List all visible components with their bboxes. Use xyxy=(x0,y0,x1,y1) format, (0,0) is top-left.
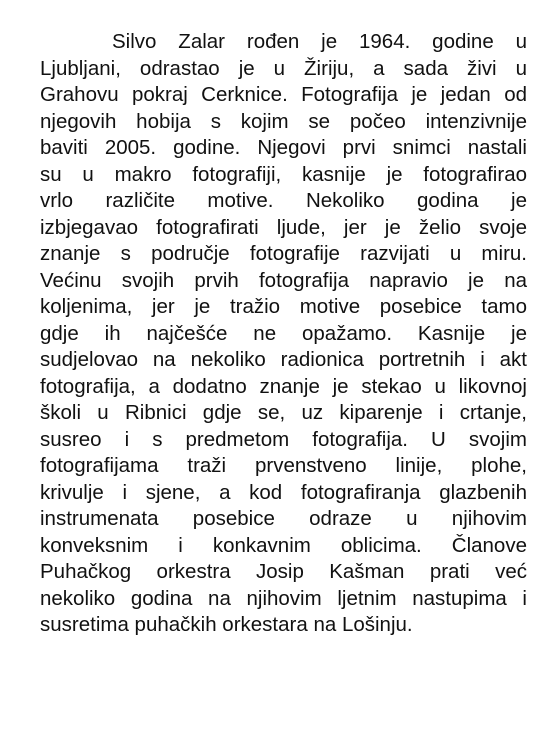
paragraph-line: izbjegavao fotografirati ljude, jer je želio svoje xyxy=(40,215,527,239)
paragraph-line: fotografija, a dodatno znanje je stekao u likovnoj xyxy=(40,374,527,398)
paragraph-line: fotografijama traži prvenstveno linije, plohe, xyxy=(40,454,527,477)
paragraph-line: vrlo različite motive. Nekoliko godina je xyxy=(40,189,527,212)
paragraph-line: konveksnim i konkavnim oblicima. Članove xyxy=(40,533,527,557)
paragraph-line: instrumenata posebice odraze u njihovim xyxy=(40,507,527,530)
paragraph-line: Puhačkog orkestra Josip Kašman prati već xyxy=(40,560,527,583)
paragraph-line: nekoliko godina na njihovim ljetnim nastupima i xyxy=(40,586,527,610)
paragraph-line: susreo i s predmetom fotografija. U svojim xyxy=(40,427,527,451)
paragraph-line: znanje s područje fotografije razvijati u miru. xyxy=(40,242,527,265)
paragraph-line: gdje ih najčešće ne opažamo. Kasnije je xyxy=(40,321,527,345)
paragraph xyxy=(40,29,527,639)
paragraph-line: Grahovu pokraj Cerknice. Fotografija je jedan od xyxy=(40,83,527,106)
paragraph-line: sudjelovao na nekoliko radionica portretnih i akt xyxy=(40,348,527,371)
paragraph-line: su u makro fotografiji, kasnije je fotografirao xyxy=(40,162,527,186)
paragraph-line: njegovih hobija s kojim se počeo intenzivnije xyxy=(40,109,527,133)
paragraph-line: krivulje i sjene, a kod fotografiranja glazbenih xyxy=(40,480,527,504)
paragraph-line: susretima puhačkih orkestara na Lošinju. xyxy=(40,613,413,636)
paragraph-line: koljenima, jer je tražio motive posebice tamo xyxy=(40,295,527,318)
paragraph-line: Ljubljani, odrastao je u Žiriju, a sada živi u xyxy=(40,56,527,80)
paragraph-line: Silvo Zalar rođen je 1964. godine u xyxy=(112,30,527,53)
paragraph-line: školi u Ribnici gdje se, uz kiparenje i crtanje, xyxy=(40,401,527,424)
paragraph-line: baviti 2005. godine. Njegovi prvi snimci nastali xyxy=(40,136,527,159)
paragraph-line: Većinu svojih prvih fotografija napravio je na xyxy=(40,268,527,292)
